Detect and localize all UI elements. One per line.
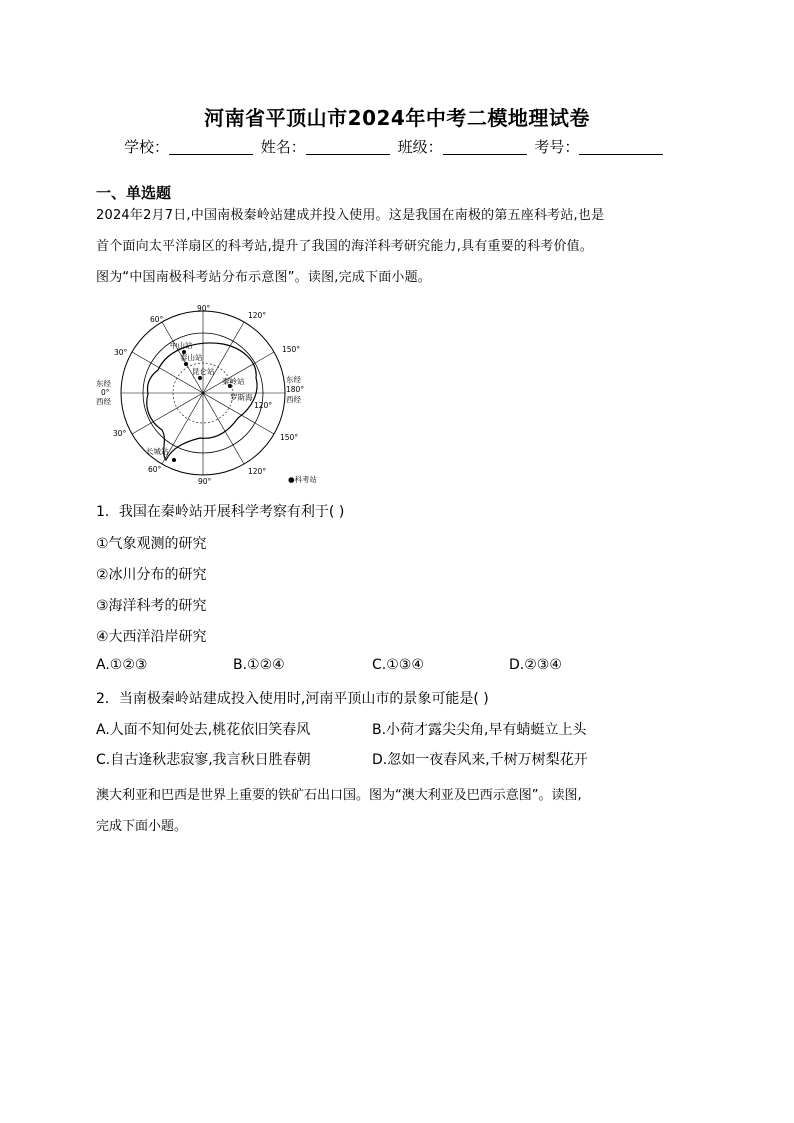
q1-item: ④大西洋沿岸研究	[96, 629, 207, 645]
question-1-stem: 1．我国在秦岭站开展科学考察有利于( )	[96, 504, 345, 520]
lat-label: 30°	[113, 429, 127, 438]
q1-item: ②冰川分布的研究	[96, 567, 207, 583]
exam-no-blank[interactable]	[579, 140, 663, 155]
station-kunlun: 昆仑站	[192, 367, 215, 376]
lat-label: 90°	[198, 477, 212, 486]
intro-line: 首个面向太平洋扇区的科考站,提升了我国的海洋科考研究能力,具有重要的科考价值。	[96, 239, 594, 254]
lat-label: 120°	[248, 467, 267, 476]
school-label: 学校：	[124, 138, 170, 156]
lat-label: 150°	[282, 345, 301, 354]
lat-label: 120°	[248, 311, 267, 320]
lat-label: 120°	[254, 401, 273, 410]
intro-line: 图为“中国南极科考站分布示意图”。读图,完成下面小题。	[96, 270, 432, 285]
lat-label: 150°	[280, 433, 299, 442]
school-blank[interactable]	[169, 140, 253, 155]
exam-no-label: 考号：	[534, 138, 580, 156]
q1-item: ③海洋科考的研究	[96, 598, 207, 614]
antarctic-station-map	[88, 300, 318, 486]
east-longitude-label: 东经	[286, 375, 301, 384]
name-label: 姓名：	[260, 138, 306, 156]
passage-line: 澳大利亚和巴西是世界上重要的铁矿石出口国。图为“澳大利亚及巴西示意图”。读图,	[96, 788, 582, 803]
passage-line: 完成下面小题。	[96, 819, 188, 834]
station-changcheng: 长城站	[146, 447, 169, 456]
page-title: 河南省平顶山市2024年中考二模地理试卷	[204, 106, 590, 130]
lat-label: 60°	[148, 465, 162, 474]
ross-sea-label: 罗斯海	[230, 393, 253, 402]
west-longitude-label: 西经	[286, 395, 301, 404]
question-2-stem: 2．当南极秦岭站建成投入使用时,河南平顶山市的景象可能是( )	[96, 691, 489, 707]
lat-label: 60°	[150, 315, 164, 324]
station-zhongshan: 中山站	[170, 341, 193, 350]
q2-option-c[interactable]: C.自古逢秋悲寂寥,我言秋日胜春朝	[96, 752, 311, 768]
class-label: 班级：	[397, 138, 443, 156]
intro-line: 2024年2月7日,中国南极秦岭站建成并投入使用。这是我国在南极的第五座科考站,也是	[96, 208, 605, 223]
q1-option-d[interactable]: D.②③④	[509, 657, 562, 673]
student-info-row	[124, 136, 684, 157]
map-legend: ●科考站	[288, 475, 318, 484]
east-longitude-label: 东经	[96, 379, 111, 388]
q2-option-a[interactable]: A.人面不知何处去,桃花依旧笑春风	[96, 722, 311, 738]
antimeridian-label: 180°	[286, 385, 305, 394]
west-longitude-label: 西经	[96, 397, 111, 406]
section-heading: 一、单选题	[96, 184, 172, 202]
q1-item: ①气象观测的研究	[96, 536, 207, 552]
q1-option-b[interactable]: B.①②④	[233, 657, 285, 673]
lat-label: 30°	[114, 348, 128, 357]
map-svg	[88, 300, 318, 486]
q2-option-d[interactable]: D.忽如一夜春风来,千树万树梨花开	[372, 752, 588, 768]
station-taishan: 泰山站	[180, 353, 203, 362]
station-qinling: 秦岭站	[222, 377, 245, 386]
intro-passage	[96, 200, 706, 293]
class-blank[interactable]	[443, 140, 527, 155]
name-blank[interactable]	[306, 140, 390, 155]
q1-option-a[interactable]: A.①②③	[96, 657, 148, 673]
q1-option-c[interactable]: C.①③④	[372, 657, 424, 673]
zero-meridian-label: 0°	[101, 388, 110, 397]
q2-option-b[interactable]: B.小荷才露尖尖角,早有蜻蜓立上头	[372, 722, 587, 738]
lat-label: 90°	[197, 304, 211, 313]
passage-2	[96, 780, 706, 842]
